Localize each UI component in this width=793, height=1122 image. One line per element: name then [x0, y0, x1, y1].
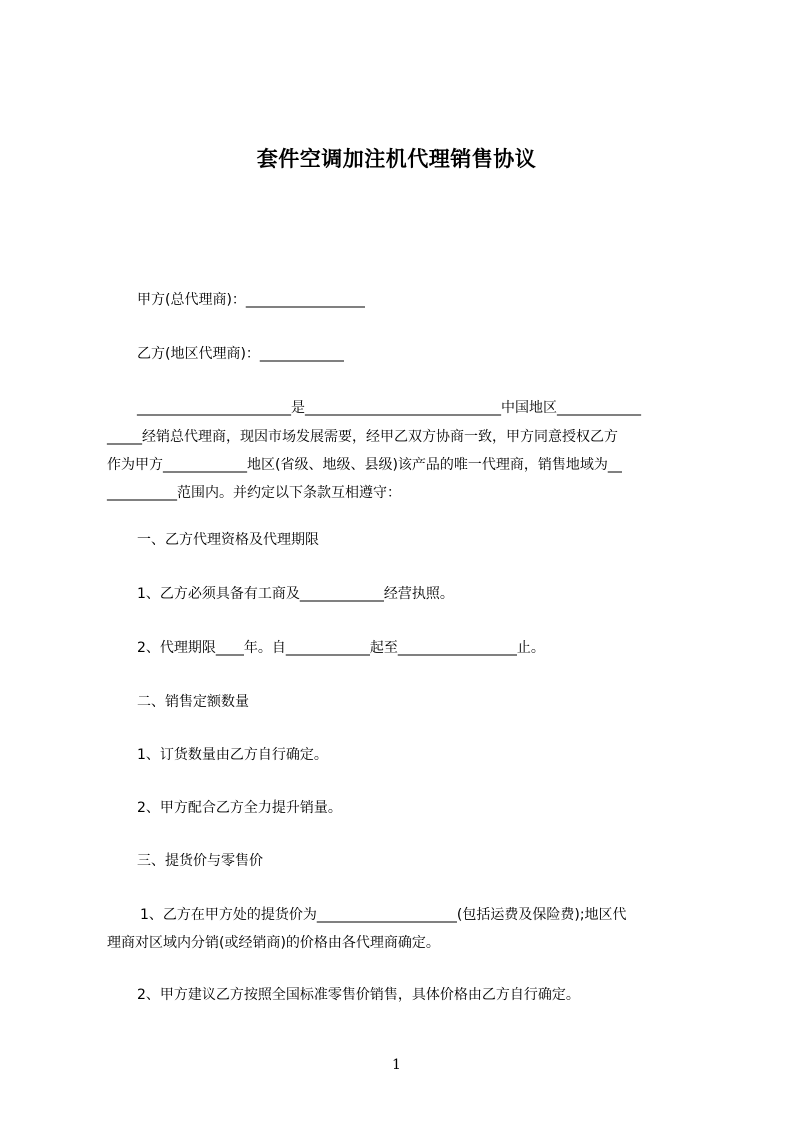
section-3-heading: 三、提货价与零售价: [137, 853, 263, 869]
section-2-item-1: 1、订货数量由乙方自行确定。: [137, 747, 328, 763]
section-3-item-1-line-2: 理商对区域内分销(或经销商)的价格由各代理商确定。: [107, 935, 440, 951]
intro-line-4: __________范围内。并约定以下条款互相遵守：: [107, 485, 401, 501]
intro-line-3: 作为甲方____________地区(省级、地级、县级)该产品的唯一代理商，销售地域为__: [107, 457, 622, 473]
party-a-line: 甲方(总代理商)：_________________: [137, 292, 365, 308]
section-3-item-2: 2、甲方建议乙方按照全国标准零售价销售，具体价格由乙方自行确定。: [137, 987, 580, 1003]
section-2-heading: 二、销售定额数量: [137, 694, 249, 710]
intro-line-2: _____经销总代理商，现因市场发展需要，经甲乙双方协商一致，甲方同意授权乙方: [107, 429, 618, 445]
section-1-item-1: 1、乙方必须具备有工商及____________经营执照。: [137, 586, 454, 602]
intro-line-1: ______________________是____________________________中国地区____________: [137, 400, 641, 416]
section-1-item-2: 2、代理期限____年。自____________起至_________________止。: [137, 640, 545, 656]
page-number: 1: [392, 1057, 401, 1073]
party-b-line: 乙方(地区代理商)：____________: [137, 346, 344, 362]
section-1-heading: 一、乙方代理资格及代理期限: [137, 532, 319, 548]
section-3-item-1-line-1: 1、乙方在甲方处的提货价为____________________(包括运费及保险费);地区代: [140, 907, 627, 923]
section-2-item-2: 2、甲方配合乙方全力提升销量。: [137, 800, 342, 816]
document-title: 套件空调加注机代理销售协议: [256, 147, 537, 171]
